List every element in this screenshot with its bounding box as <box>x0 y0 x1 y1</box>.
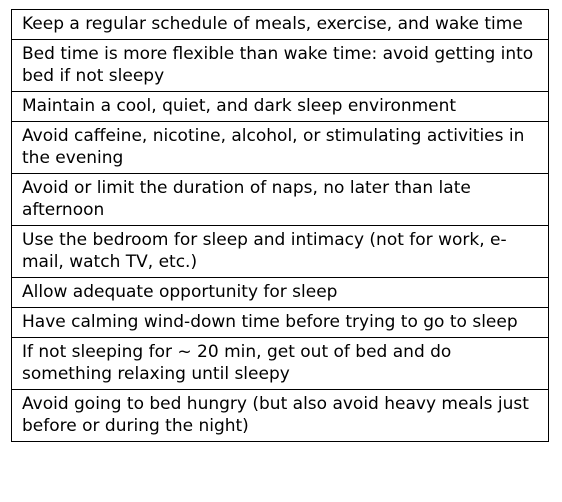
table-row <box>12 308 549 338</box>
table-cell: Maintain a cool, quiet, and dark sleep environment <box>12 92 549 122</box>
table-row <box>12 122 549 174</box>
table-cell: Use the bedroom for sleep and intimacy (not for work, e-mail, watch TV, etc.) <box>12 226 549 278</box>
table-row <box>12 278 549 308</box>
table-cell: Bed time is more flexible than wake time: avoid getting into bed if not sleepy <box>12 40 549 92</box>
table-cell: Keep a regular schedule of meals, exercise, and wake time <box>12 10 549 40</box>
table-row <box>12 10 549 40</box>
table-cell: Avoid going to bed hungry (but also avoid heavy meals just before or during the night) <box>12 390 549 442</box>
table-row <box>12 92 549 122</box>
table-row <box>12 338 549 390</box>
table-row <box>12 174 549 226</box>
table-cell: Avoid caffeine, nicotine, alcohol, or stimulating activities in the evening <box>12 122 549 174</box>
sleep-hygiene-table <box>11 9 549 442</box>
table-row <box>12 40 549 92</box>
table-cell: Avoid or limit the duration of naps, no later than late afternoon <box>12 174 549 226</box>
table-cell: If not sleeping for ~ 20 min, get out of bed and do something relaxing until sleepy <box>12 338 549 390</box>
table-row <box>12 390 549 442</box>
table-cell: Have calming wind-down time before trying to go to sleep <box>12 308 549 338</box>
table-row <box>12 226 549 278</box>
table-cell: Allow adequate opportunity for sleep <box>12 278 549 308</box>
